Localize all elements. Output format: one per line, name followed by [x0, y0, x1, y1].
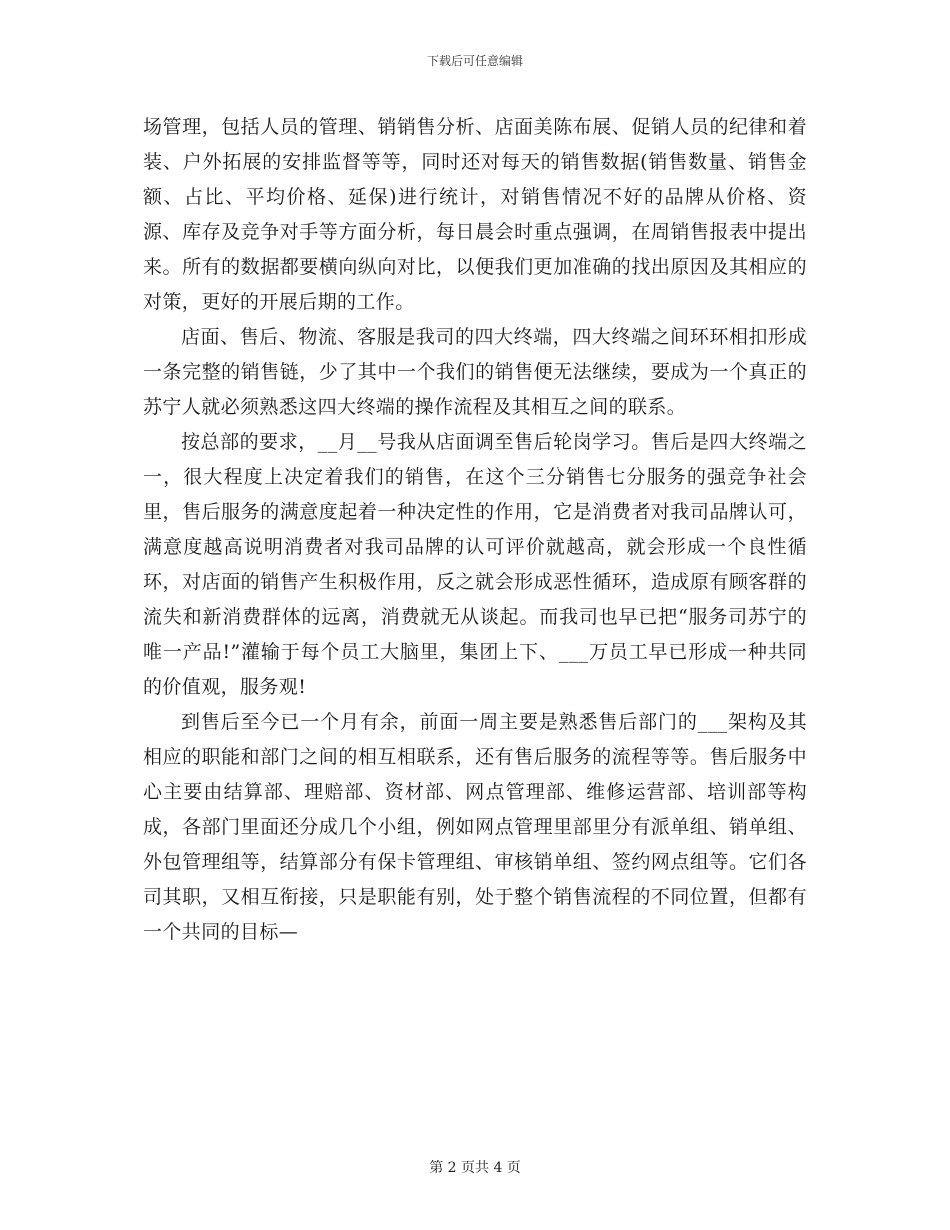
paragraph-continued: 场管理，包括人员的管理、销销售分析、店面美陈布展、促销人员的纪律和着装、户外拓展的安排监督等等，同时还对每天的销售数据(销售数量、销售金额、占比、平均价格、延保)进行统计，对销售情况不好的品牌从价格、资源、库存及竞争对手等方面分析，每日晨会时重点强调，在周销售报表中提出来。所有的数据都要横向纵向对比，以便我们更加准确的找出原因及其相应的对策，更好的开展后期的工作。	[143, 116, 807, 313]
document-body	[143, 110, 807, 950]
paragraph-aftersales-structure: 到售后至今已一个月有余，前面一周主要是熟悉售后部门的___架构及其相应的职能和部门之间的相互相联系，还有售后服务的流程等等。售后服务中心主要由结算部、理赔部、资材部、网点管理部、维修运营部、培训部等构成，各部门里面还分成几个小组，例如网点管理里部里分有派单组、销单组、外包管理组等，结算部分有保卡管理组、审核销单组、签约网点组等。它们各司其职，又相互衔接，只是职能有别，处于整个销售流程的不同位置，但都有一个共同的目标—	[143, 711, 807, 943]
paragraph-rotation-aftersales: 按总部的要求，__月__号我从店面调至售后轮岗学习。售后是四大终端之一，很大程度上决定着我们的销售，在这个三分销售七分服务的强竞争社会里，售后服务的满意度起着一种决定性的作用，它是消费者对我司品牌认可，满意度越高说明消费者对我司品牌的认可评价就越高，就会形成一个良性循环，对店面的销售产生积极作用，反之就会形成恶性循环，造成原有顾客群的流失和新消费群体的远离，消费就无从谈起。而我司也早已把“服务司苏宁的唯一产品!”灌输于每个员工大脑里，集团上下、___万员工早已形成一种共同的价值观，服务观!	[143, 431, 807, 698]
page-number-footer: 第 2 页共 4 页	[429, 1160, 521, 1176]
paragraph-four-terminals: 店面、售后、物流、客服是我司的四大终端，四大终端之间环环相扣形成一条完整的销售链，少了其中一个我们的销售便无法继续，要成为一个真正的苏宁人就必须熟悉这四大终端的操作流程及其相互之间的联系。	[143, 326, 807, 418]
page-header: 下载后可任意编辑	[426, 54, 523, 68]
